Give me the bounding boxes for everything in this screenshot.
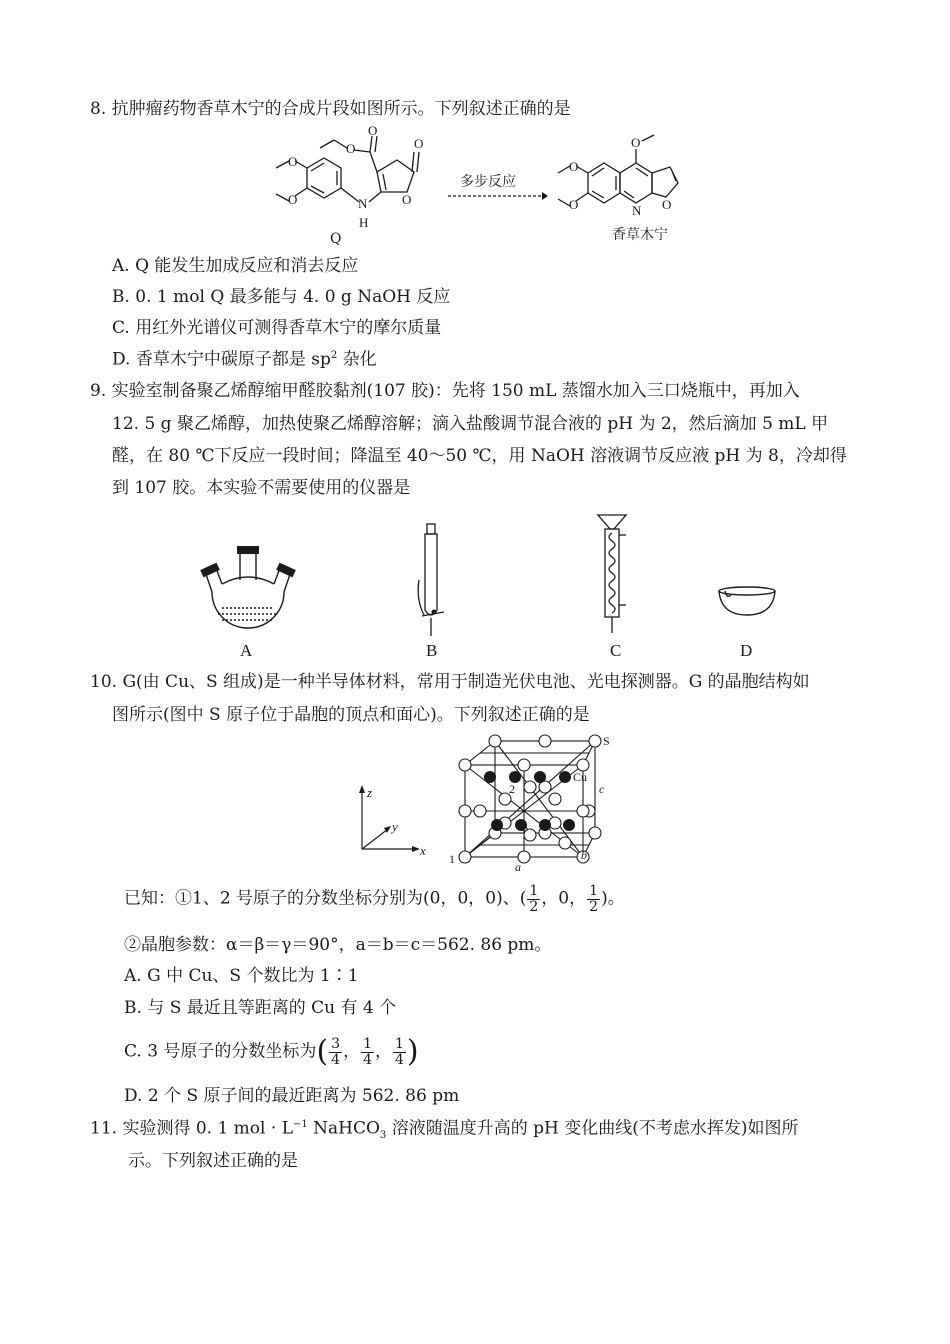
atom-o-label: O	[402, 192, 412, 207]
separatory-funnel	[414, 520, 454, 640]
atom-o-label: O	[662, 197, 672, 212]
atom-2-label: 2	[509, 782, 515, 796]
q10-line-1: 10. G(由 Cu、S 组成)是一种半导体材料，常用于制造光伏电池、光电探测器。G 的晶胞结构如	[90, 672, 810, 692]
q10-line-2: 图所示(图中 S 原子位于晶胞的顶点和面心)。下列叙述正确的是	[112, 705, 590, 725]
apparatus-label-d: D	[740, 641, 753, 660]
apparatus-label-c: C	[610, 641, 622, 660]
axis-y-label: y	[392, 819, 398, 834]
atom-o-label: O	[346, 141, 356, 156]
q10-option-c: C. 3 号原子的分数坐标为( $\frac{3}{4}$ ， $\frac{1}{4}$ ， $\frac{1}{4}$ )	[124, 1034, 419, 1070]
q8-option-c: C. 用红外光谱仪可测得香草木宁的摩尔质量	[112, 318, 442, 338]
atom-o-label: O	[288, 192, 298, 207]
q9-line-2: 12. 5 g 聚乙烯醇，加热使聚乙烯醇溶解；滴入盐酸调节混合液的 pH 为 2，然后滴加 5 mL 甲	[112, 414, 829, 434]
q10-option-d: D. 2 个 S 原子间的最近距离为 562. 86 pm	[124, 1086, 460, 1106]
atom-o-label: O	[368, 123, 378, 138]
q8-stem: 8. 抗肿瘤药物香草木宁的合成片段如图所示。下列叙述正确的是	[90, 99, 571, 119]
arrow-label: 多步反应	[460, 174, 516, 190]
axis-z-label: z	[367, 785, 373, 800]
q10-known-1: 已知：①1、2 号原子的分数坐标分别为(0，0，0)、( $\frac{1}{2}$ ，0， $\frac{1}{2}$ )。	[124, 883, 625, 915]
q10-option-b: B. 与 S 最近且等距离的 Cu 有 4 个	[124, 998, 397, 1018]
q9-line-3: 醛，在 80 ℃下反应一段时间；降温至 40～50 ℃，用 NaOH 溶液调节反应液 pH 为 8，冷却得	[112, 446, 847, 466]
atom-cu-label: Cu	[573, 770, 588, 784]
reflux-condenser	[592, 505, 632, 635]
q10-option-a: A. G 中 Cu、S 个数比为 1∶1	[124, 966, 359, 986]
apparatus-label-a: A	[240, 641, 253, 660]
atom-o-label: O	[414, 136, 424, 151]
q9-line-1: 9. 实验室制备聚乙烯醇缩甲醛胶黏剂(107 胶)：先将 150 mL 蒸馏水加入三口烧瓶中，再加入	[90, 381, 800, 401]
atom-1-label: 1	[449, 852, 455, 866]
q8-option-b: B. 0. 1 mol Q 最多能与 4. 0 g NaOH 反应	[112, 287, 451, 307]
coordinate-axes	[350, 785, 430, 858]
q9-line-4: 到 107 胶。本实验不需要使用的仪器是	[112, 478, 411, 498]
edge-a-label: a	[515, 860, 521, 874]
edge-b-label: b	[581, 848, 587, 862]
crystal-cell-diagram	[445, 733, 635, 873]
q10-known-2: ②晶胞参数：α＝β＝γ＝90°，a＝b＝c＝562. 86 pm。	[124, 935, 552, 955]
atom-o-label: O	[631, 135, 641, 150]
atom-3-label: 3	[522, 820, 528, 834]
q11-line-1: 11. 实验测得 0. 1 mol · $L^{-1}$ NaHCO$_3$ 溶液随温度升高的 pH 变化曲线(不考虑水挥发)如图所	[90, 1118, 799, 1142]
q8-option-d: D. 香草木宁中碳原子都是 $sp^2$ 杂化	[112, 349, 377, 370]
axis-x-label: x	[420, 843, 426, 858]
product-structure	[558, 135, 708, 230]
atom-n-label: N	[632, 203, 642, 218]
reaction-arrow	[448, 190, 548, 202]
atom-o-label: O	[569, 159, 579, 174]
three-neck-flask	[198, 540, 298, 640]
label-product: 香草木宁	[612, 227, 668, 243]
label-q: Q	[330, 231, 342, 247]
compound-q-structure	[262, 123, 442, 240]
atom-o-label: O	[288, 154, 298, 169]
evaporating-dish	[717, 585, 777, 619]
q8-option-a: A. Q 能发生加成反应和消去反应	[112, 256, 359, 276]
edge-c-label: c	[599, 782, 605, 796]
apparatus-label-b: B	[426, 641, 438, 660]
q11-line-2: 示。下列叙述正确的是	[128, 1151, 298, 1171]
atom-s-label: S	[603, 734, 610, 748]
atom-o-label: O	[569, 197, 579, 212]
atom-n-label: N	[358, 196, 368, 211]
atom-h-label: H	[359, 215, 369, 230]
